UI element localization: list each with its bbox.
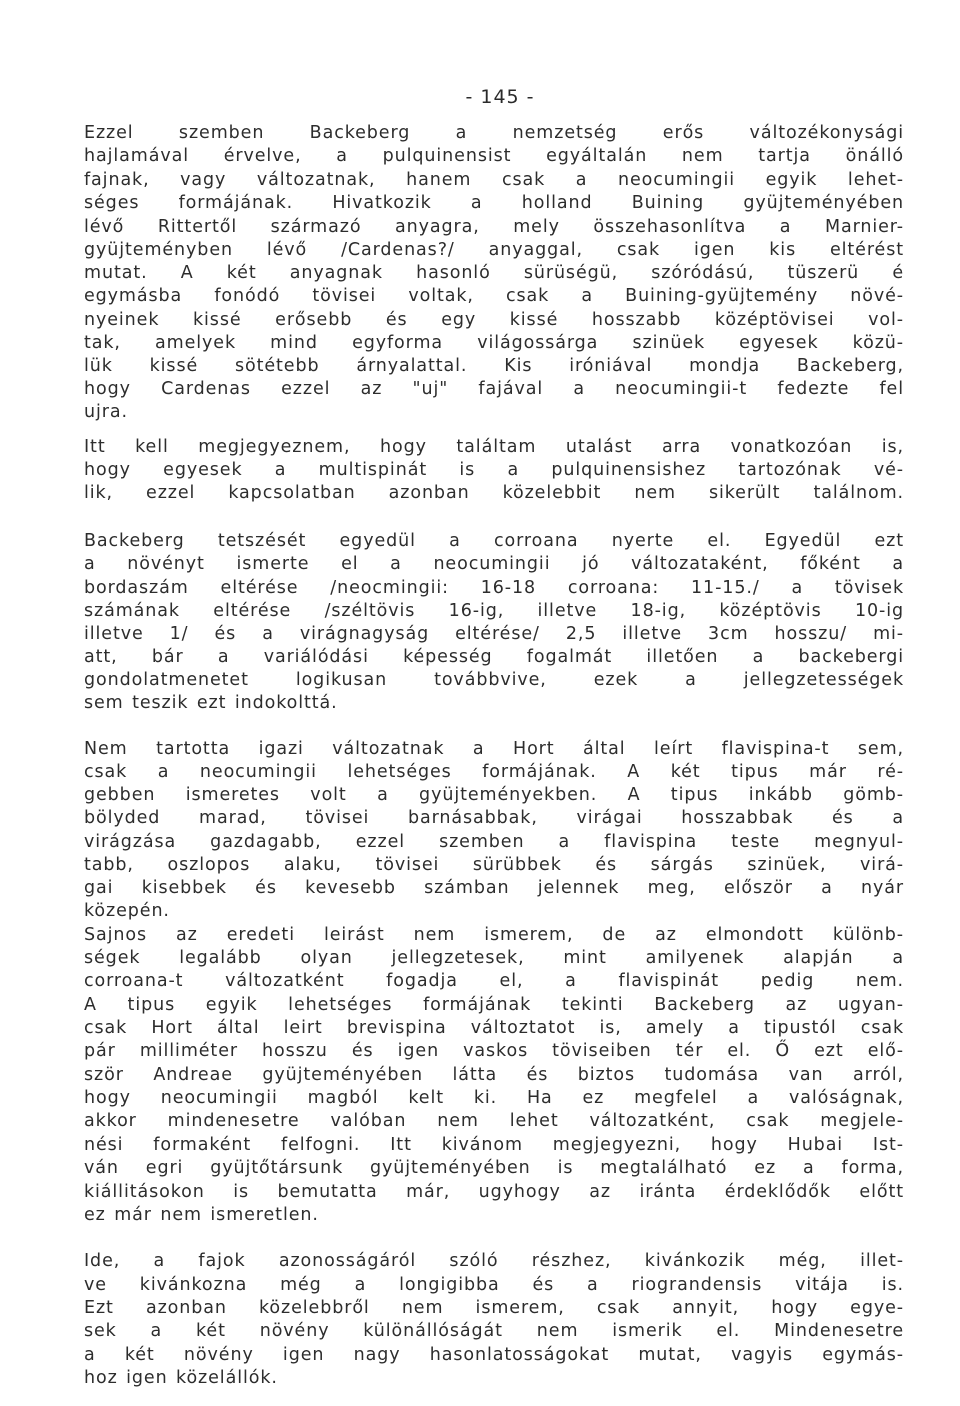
text-line: virágzása gazdagabb, ezzel szemben a flavispina teste megnyul- <box>84 832 904 852</box>
text-line: Ide, a fajok azonosságáról szóló részhez, kivánkozik még, illet- <box>84 1251 904 1271</box>
text-line: egymásba fonódó tövisei voltak, csak a Buining-gyüjtemény növé- <box>84 286 904 306</box>
text-line: tak, amelyek mind egyforma világossárga szinüek egyesek közü- <box>84 333 904 353</box>
text-line: kiállitásokon is bemutatta már, ugyhogy az iránta érdeklődők előtt <box>84 1182 904 1202</box>
text-line: bölyded marad, tövisei barnásabbak, virágai hosszabbak és a <box>84 808 904 828</box>
text-line: corroana-t változatként fogadja el, a flavispinát pedig nem. <box>84 971 904 991</box>
text-line: ségek legalább olyan jellegzetesek, mint amilyenek alapján a <box>84 948 904 968</box>
text-line: ujra. <box>84 402 128 422</box>
text-line: a növényt ismerte el a neocumingii jó változataként, főként a <box>84 554 904 574</box>
text-line: nési formaként felfogni. Itt kivánom megjegyezni, hogy Hubai Ist- <box>84 1135 904 1155</box>
text-line: bordaszám eltérése /neocmingii: 16-18 corroana: 11-15./ a tövisek <box>84 578 904 598</box>
text-line: pár milliméter hosszu és igen vaskos töviseiben tér el. Ő ezt elő- <box>84 1041 904 1061</box>
text-line: tabb, oszlopos alaku, tövisei sürübbek és sárgás szinüek, virá- <box>84 855 904 875</box>
text-line: gebben ismeretes volt a gyüjteményekben. A tipus inkább gömb- <box>84 785 904 805</box>
text-line: ván egri gyüjtőtársunk gyüjteményében is megtalálható ez a forma, <box>84 1158 904 1178</box>
text-line: séges formájának. Hivatkozik a holland Buining gyüjteményében <box>84 193 904 213</box>
text-line: Ezzel szemben Backeberg a nemzetség erős változékonysági <box>84 123 904 143</box>
text-line: a két növény igen nagy hasonlatosságokat mutat, vagyis egymás- <box>84 1345 904 1365</box>
text-line: gai kisebbek és kevesebb számban jelennek meg, először a nyár <box>84 878 904 898</box>
text-line: csak a neocumingii lehetséges formájának. A két tipus már ré- <box>84 762 904 782</box>
text-line: att, bár a variálódási képesség fogalmát illetően a backebergi <box>84 647 904 667</box>
text-line: Ezt azonban közelebbről nem ismerem, csak annyit, hogy egye- <box>84 1298 904 1318</box>
text-line: fajnak, vagy változatnak, hanem csak a neocumingii egyik lehet- <box>84 170 904 190</box>
text-line: ve kivánkozna még a longigibba és a riograndensis vitája is. <box>84 1275 904 1295</box>
text-line: hogy Cardenas ezzel az "uj" fajával a neocumingii-t fedezte fel <box>84 379 904 399</box>
text-line: lévő Rittertől származó anyagra, mely összehasonlítva a Marnier- <box>84 217 904 237</box>
text-line: hajlamával érvelve, a pulquinensist egyáltalán nem tartja önálló <box>84 146 904 166</box>
text-line: ez már nem ismeretlen. <box>84 1205 319 1225</box>
page-number: - 145 - <box>465 86 535 108</box>
text-line: illetve 1/ és a virágnagyság eltérése/ 2,5 illetve 3cm hosszu/ mi- <box>84 624 904 644</box>
text-line: Itt kell megjegyeznem, hogy találtam utalást arra vonatkozóan is, <box>84 437 904 457</box>
text-line: hogy egyesek a multispinát is a pulquinensishez tartozónak vé- <box>84 460 904 480</box>
text-line: mutat. A két anyagnak hasonló sürüségü, szóródású, tüszerü é <box>84 263 904 283</box>
text-line: számának eltérése /széltövis 16-ig, illetve 18-ig, középtövis 10-ig <box>84 601 904 621</box>
text-line: sem teszik ezt indokolttá. <box>84 693 338 713</box>
text-line: akkor mindenesetre valóban nem lehet változatként, csak megjele- <box>84 1111 904 1131</box>
text-line: A tipus egyik lehetséges formájának tekinti Backeberg az ugyan- <box>84 995 904 1015</box>
text-line: Sajnos az eredeti leirást nem ismerem, de az elmondott különb- <box>84 925 904 945</box>
text-line: Nem tartotta igazi változatnak a Hort által leírt flavispina-t sem, <box>84 739 904 759</box>
text-line: hoz igen közelállók. <box>84 1368 278 1388</box>
text-line: sek a két növény különállóságát nem ismerik el. Mindenesetre <box>84 1321 904 1341</box>
text-line: Backeberg tetszését egyedül a corroana nyerte el. Egyedül ezt <box>84 531 904 551</box>
text-line: hogy neocumingii magból kelt ki. Ha ez megfelel a valóságnak, <box>84 1088 904 1108</box>
text-line: csak Hort által leirt brevispina változtatot is, amely a tipustól csak <box>84 1018 904 1038</box>
text-line: gyüjteményben lévő /Cardenas?/ anyaggal, csak igen kis eltérést <box>84 240 904 260</box>
text-line: lik, ezzel kapcsolatban azonban közelebbit nem sikerült találnom. <box>84 483 904 503</box>
text-line: közepén. <box>84 901 170 921</box>
text-line: nyeinek kissé erősebb és egy kissé hosszabb középtövisei vol- <box>84 310 904 330</box>
text-line: ször Andreae gyüjteményében látta és biztos tudomása van arról, <box>84 1065 904 1085</box>
text-line: lük kissé sötétebb árnyalattal. Kis iróniával mondja Backeberg, <box>84 356 904 376</box>
text-line: gondolatmenetet logikusan továbbvive, ezek a jellegzetességek <box>84 670 904 690</box>
